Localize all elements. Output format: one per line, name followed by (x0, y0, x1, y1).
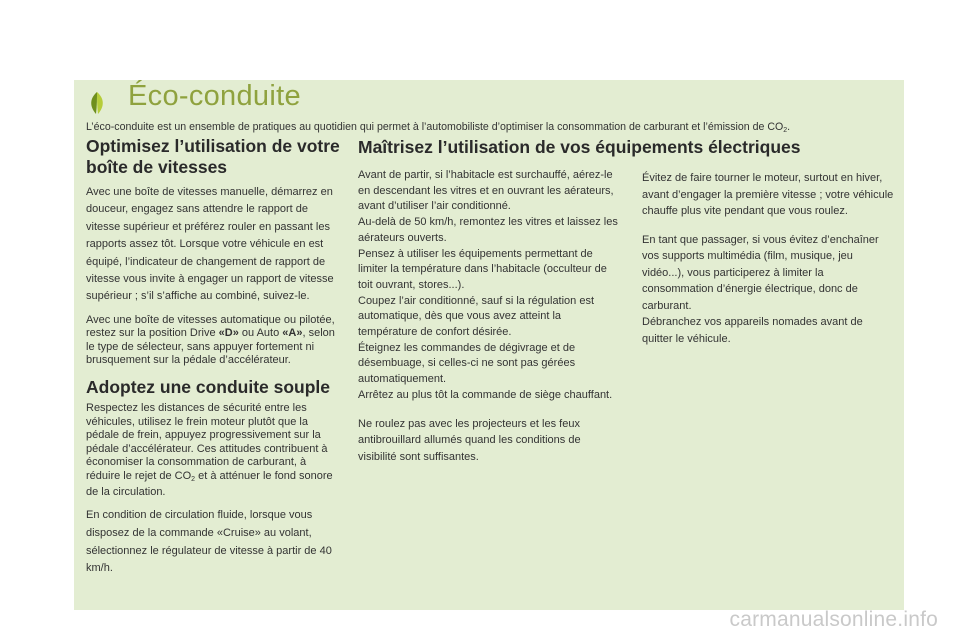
paragraph-ventilation: Avant de partir, si l’habitacle est surchauffé, aérez-le en descendant les vitres et en ouvrant les aérateurs, avant d’utiliser l’air conditionné. Au-delà de 50 km/h, remontez les vitres et laissez les aérateurs ouverts. Pensez à utiliser les équipements permettant de limiter la température dans l’habitacle (occulteur de toit ouvrant, stores...). Coupez l’air conditionné, sauf si la régulation est automatique, dès que vous avez atteint la température de confort désirée. Éteignez les commandes de dégivrage et de désembuage, si celles-ci ne sont pas gérées automatiquement. Arrêtez au plus tôt la commande de siège chauffant. (358, 169, 618, 401)
paragraph-safety-distance: Respectez les distances de sécurité entre les véhicules, utilisez le frein moteur plutôt que la pédale de frein, appuyez progressivement sur la pédale d’accélérateur. Ces attitudes contribuent à économiser la consommation de carburant, à réduire le rejet de $CO_2$ et à atténuer le fond sonore de la circulation. (86, 402, 333, 498)
paragraph-automatic-gearbox: Avec une boîte de vitesses automatique ou pilotée, restez sur la position Drive «D» ou Auto «A», selon le type de sélecteur, sans appuyer fortement ni brusquement sur la pédale d’accélérateur. (86, 313, 335, 367)
page-title: Éco-conduite (128, 80, 301, 112)
watermark: carmanualsonline.info (729, 608, 938, 631)
heading-smooth-driving: Adoptez une conduite souple (86, 377, 331, 398)
intro-text: L’éco-conduite est un ensemble de pratiques au quotidien qui permet à l’automobiliste d’optimiser la consommation de carburant et l’émission de $CO_2$. (86, 121, 791, 134)
heading-gearbox: Optimisez l’utilisation de votre boîte de vitesses (86, 136, 340, 177)
heading-electrical-equipment: Maîtrisez l’utilisation de vos équipements électriques (358, 137, 801, 157)
right-column (642, 137, 894, 355)
leaf-icon (86, 90, 108, 116)
paragraph-multimedia: En tant que passager, si vous évitez d’enchaîner vos supports multimédia (film, musique, jeu vidéo...), vous participerez à limiter la consommation d’énergie électrique, donc de carburant. Débranchez vos appareils nomades avant de quitter le véhicule. (642, 233, 879, 345)
paragraph-headlights: Ne roulez pas avec les projecteurs et les feux antibrouillard allumés quand les conditions de visibilité sont suffisantes. (358, 417, 581, 463)
paragraph-manual-gearbox: Avec une boîte de vitesses manuelle, démarrez en douceur, engagez sans attendre le rapport de vitesse supérieur et préférez rouler en passant les rapports assez tôt. Lorsque votre véhicule en est équipé, l’indicateur de changement de rapport de vitesse vous invite à engager un rapport de vitesse supérieur ; s’il s’affiche au combiné, suivez-le. (86, 186, 334, 303)
paragraph-engine-idle: Évitez de faire tourner le moteur, surtout en hiver, avant d’engager la première vitesse ; votre véhicule chauffe plus vite pendant que vous roulez. (642, 172, 894, 217)
left-column (86, 136, 340, 586)
paragraph-cruise-control: En condition de circulation fluide, lorsque vous disposez de la commande «Cruise» au volant, sélectionnez le régulateur de vitesse à partir de 40 km/h. (86, 509, 332, 575)
